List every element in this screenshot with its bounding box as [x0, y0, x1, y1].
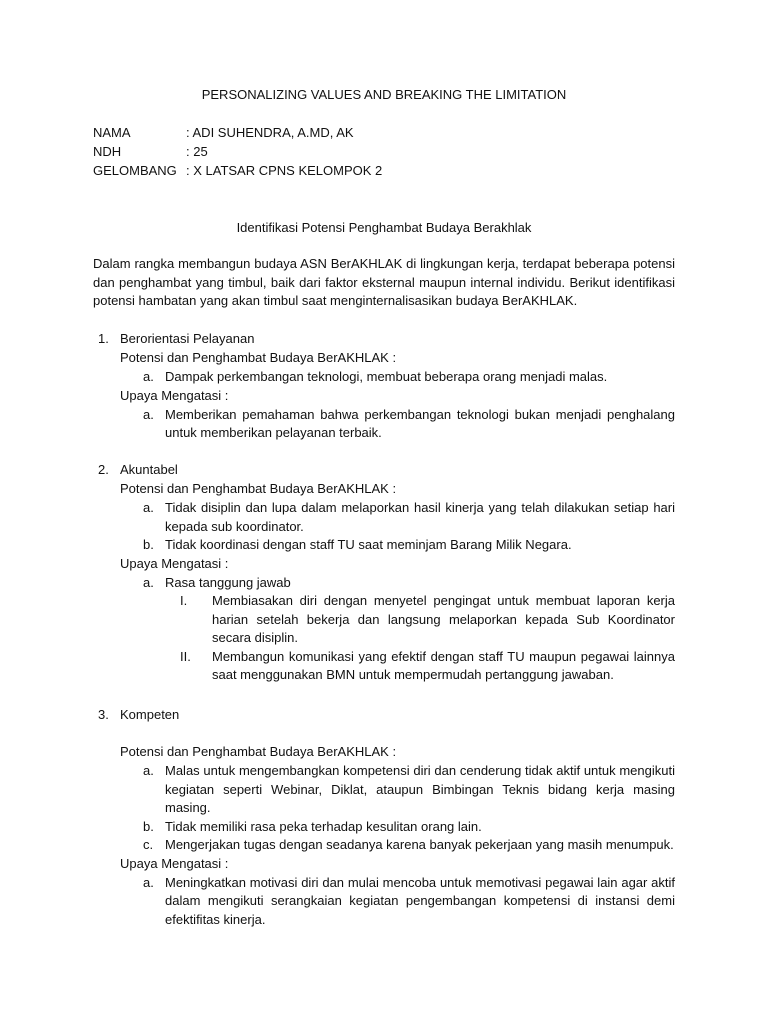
- section-akuntabel: [93, 461, 675, 685]
- list-item: [93, 762, 675, 818]
- list-marker: a.: [143, 500, 154, 515]
- spacer: [93, 725, 675, 743]
- upaya-label: Upaya Mengatasi :: [120, 555, 229, 571]
- list-item-text: Rasa tanggung jawab: [165, 574, 291, 590]
- list-item: [93, 818, 675, 837]
- upaya-label: Upaya Mengatasi :: [120, 855, 229, 871]
- list-item-text: Mengerjakan tugas dengan seadanya karena banyak pekerjaan yang masih menumpuk.: [165, 837, 674, 852]
- list-item-text: Dampak perkembangan teknologi, membuat beberapa orang menjadi malas.: [165, 369, 608, 384]
- nama-label: NAMA: [93, 125, 131, 140]
- list-marker: a.: [143, 763, 154, 778]
- list-item: [93, 368, 675, 387]
- list-item-text: Memberikan pemahaman bahwa perkembangan teknologi bukan menjadi penghalang untuk memberikan pelayanan terbaik.: [165, 406, 675, 440]
- list-item-text: Tidak disiplin dan lupa dalam melaporkan hasil kinerja yang telah dilakukan setiap hari kepada sub koordinator.: [165, 500, 675, 534]
- list-marker: I.: [180, 593, 188, 608]
- section-title: Akuntabel: [120, 462, 178, 477]
- list-item-text: Meningkatkan motivasi diri dan mulai mencoba untuk memotivasi pegawai lain agar aktif dalam mengikuti serangkaian kegiatan pengembangan kompetensi di instansi demi efektifitas kinerja.: [165, 874, 675, 927]
- roman-list-item: [93, 592, 675, 648]
- section-heading: [93, 706, 675, 725]
- list-marker: c.: [143, 837, 154, 852]
- list-marker: a.: [143, 369, 154, 384]
- ndh-value: : 25: [186, 144, 208, 159]
- section-number: 1.: [98, 331, 109, 346]
- list-marker: a.: [143, 874, 154, 890]
- nama-value: : ADI SUHENDRA, A.MD, AK: [186, 125, 354, 140]
- section-kompeten: [93, 706, 675, 929]
- intro-paragraph: Dalam rangka membangun budaya ASN BerAKHLAK di lingkungan kerja, terdapat beberapa potensi dan penghambat yang timbul, baik dari faktor eksternal maupun internal individu. Berikut identifikasi potensi hambatan yang akan timbul saat menginternalisasikan budaya BerAKHLAK.: [93, 256, 675, 308]
- document-subtitle: Identifikasi Potensi Penghambat Budaya Berakhlak: [236, 220, 532, 235]
- list-item-text: Tidak koordinasi dengan staff TU saat meminjam Barang Milik Negara.: [165, 537, 572, 552]
- potensi-label: Potensi dan Penghambat Budaya BerAKHLAK :: [120, 481, 397, 496]
- section-berorientasi-pelayanan: [93, 330, 675, 443]
- list-item-text: Malas untuk mengembangkan kompetensi diri dan cenderung tidak aktif untuk mengikuti kegiatan seperti Webinar, Diklat, ataupun Bimbingan Teknis bidang kerja masing masing.: [165, 763, 675, 815]
- list-marker: a.: [143, 574, 154, 590]
- list-marker: b.: [143, 537, 154, 552]
- section-number: 3.: [98, 707, 109, 722]
- list-item-text: Tidak memiliki rasa peka terhadap kesulitan orang lain.: [165, 818, 482, 834]
- list-item-text: Membiasakan diri dengan menyetel pengingat untuk membuat laporan kerja harian setelah bekerja dan langsung melaporkan kepada Sub Koordinator secara disiplin.: [212, 593, 675, 645]
- section-heading: [93, 330, 675, 349]
- list-item: [93, 536, 675, 555]
- list-item: [93, 874, 675, 930]
- list-marker: a.: [143, 406, 154, 422]
- list-item: [93, 406, 675, 443]
- ndh-label: NDH: [93, 144, 122, 159]
- section-heading: [93, 461, 675, 480]
- upaya-label: Upaya Mengatasi :: [120, 387, 229, 403]
- gelombang-value: : X LATSAR CPNS KELOMPOK 2: [186, 163, 383, 178]
- section-title: Berorientasi Pelayanan: [120, 331, 255, 346]
- list-marker: II.: [180, 648, 191, 664]
- list-marker: b.: [143, 818, 154, 834]
- list-item: [93, 499, 675, 536]
- list-item: [93, 836, 675, 855]
- list-item: [93, 574, 675, 593]
- section-title: Kompeten: [120, 707, 180, 722]
- document-title: PERSONALIZING VALUES AND BREAKING THE LIMITATION: [201, 87, 567, 102]
- section-number: 2.: [98, 462, 109, 477]
- gelombang-label: GELOMBANG: [93, 163, 177, 178]
- potensi-label: Potensi dan Penghambat Budaya BerAKHLAK :: [120, 744, 397, 759]
- list-item-text: Membangun komunikasi yang efektif dengan staff TU maupun pegawai lainnya saat menggunakan BMN untuk mempermudah pertanggung jawaban.: [212, 648, 675, 682]
- potensi-label: Potensi dan Penghambat Budaya BerAKHLAK :: [120, 350, 397, 365]
- roman-list-item: [93, 648, 675, 685]
